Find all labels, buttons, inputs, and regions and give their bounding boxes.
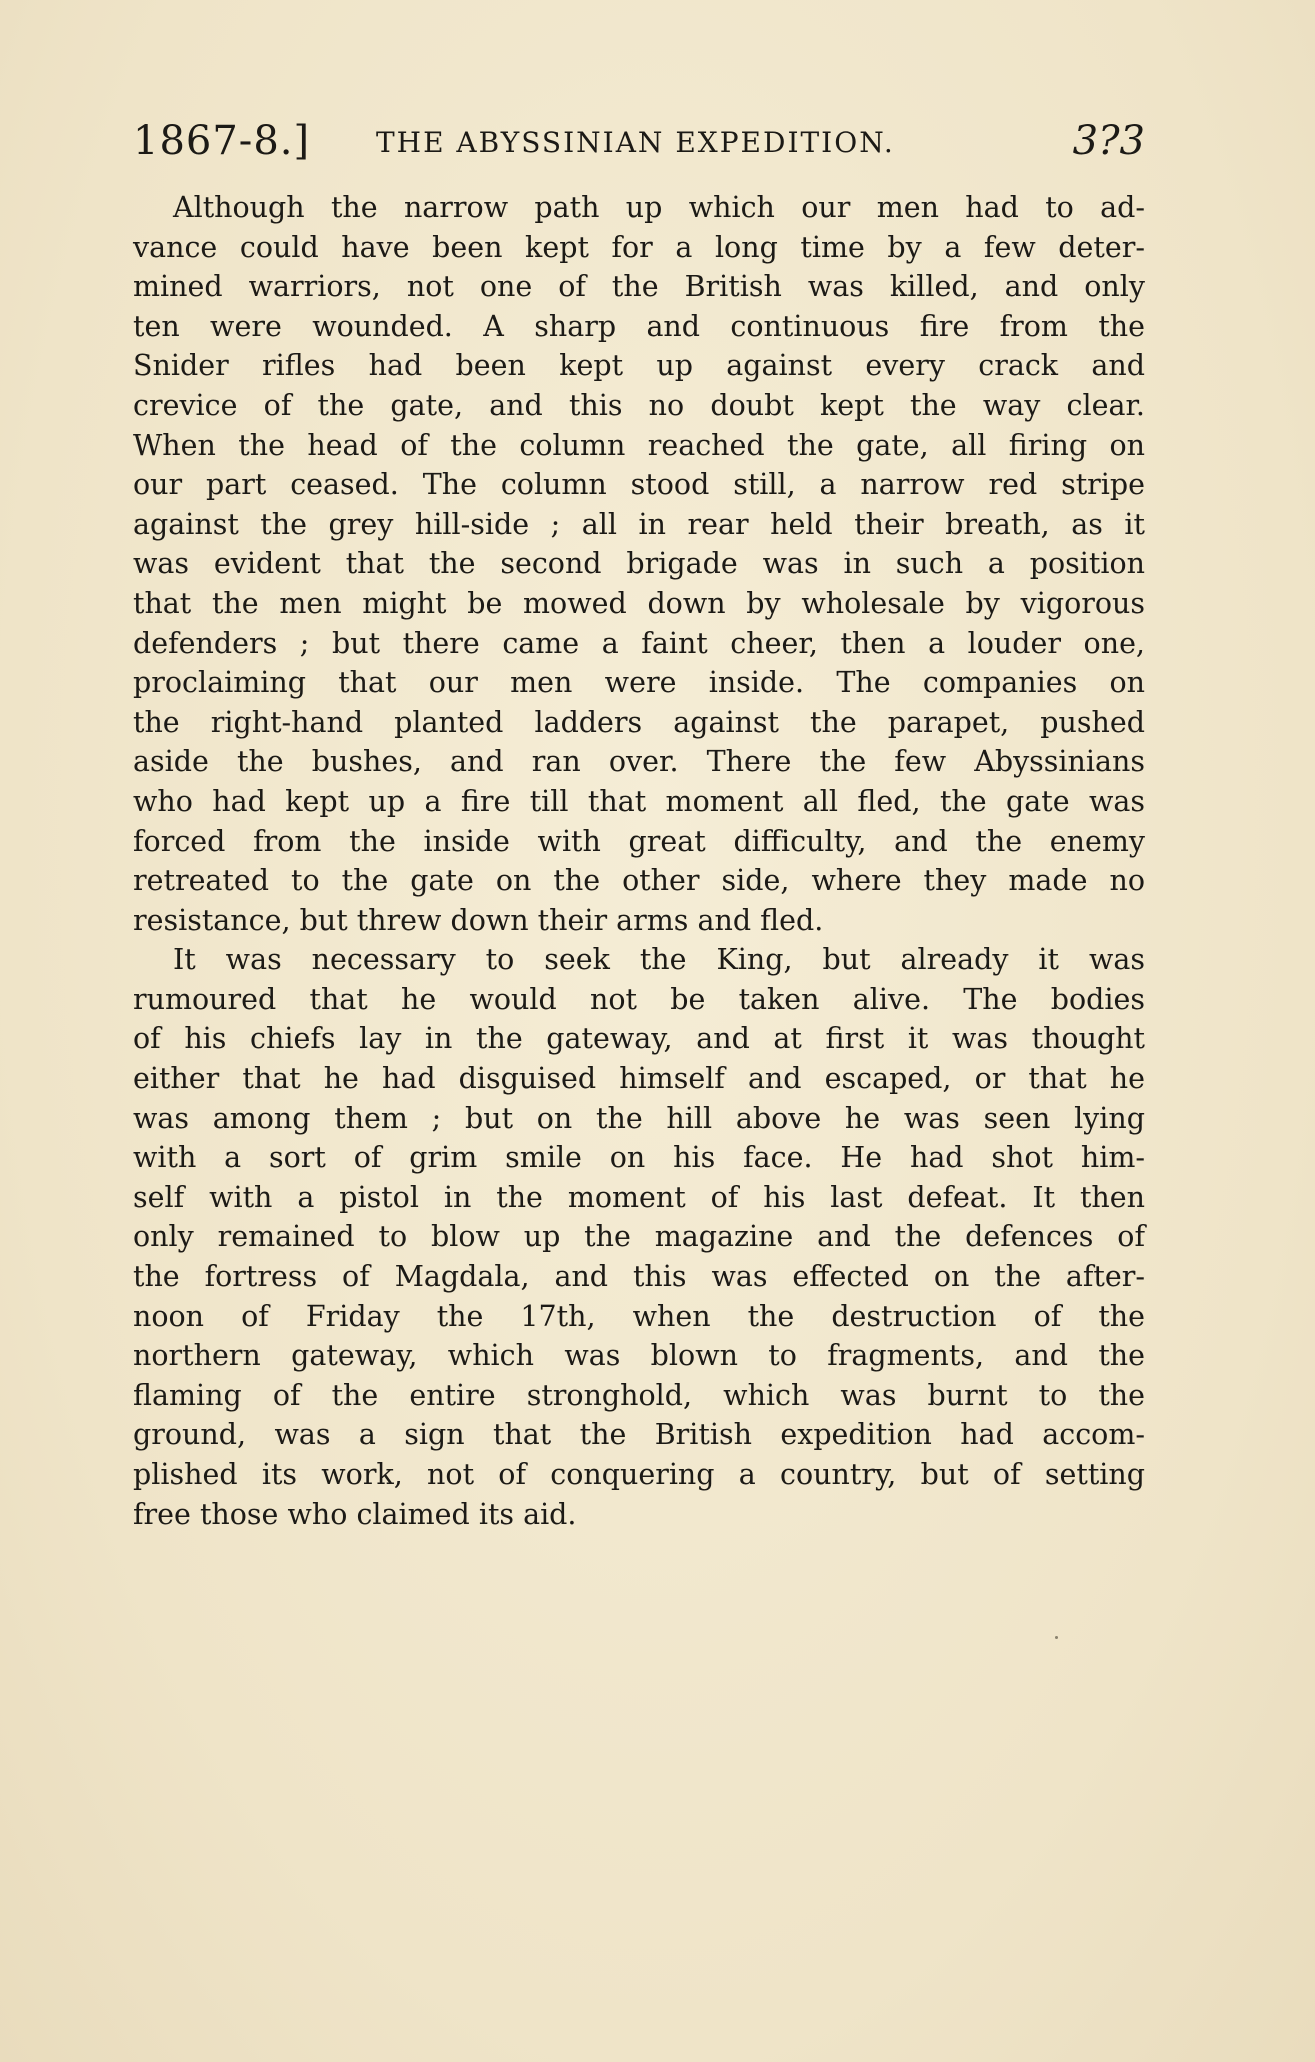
text-line: our part ceased. The column stood still, a narrow red stripe [133,468,1145,502]
paragraph [133,188,1145,940]
text-line: plished its work, not of conquering a country, but of setting [133,1458,1145,1491]
text-line: was among them ; but on the hill above he was seen lying [133,1101,1145,1135]
body-text [133,188,1145,1534]
paper-speck [1055,1636,1058,1639]
text-line: Although the narrow path up which our men had to ad- [173,191,1145,224]
text-line: crevice of the gate, and this no doubt kept the way clear. [133,388,1145,422]
text-line: free those who claimed its aid. [133,1497,577,1531]
text-line: flaming of the entire stronghold, which was burnt to the [133,1378,1145,1412]
header-title: THE ABYSSINIAN EXPEDITION. [376,126,895,159]
text-line: noon of Friday the 17th, when the destruction of the [133,1299,1145,1333]
text-line: who had kept up a fire till that moment all fled, the gate was [133,784,1145,818]
text-line: ten were wounded. A sharp and continuous fire from the [133,309,1145,343]
text-line: with a sort of grim smile on his face. He had shot him- [133,1141,1145,1175]
text-line: either that he had disguised himself and escaped, or that he [133,1062,1145,1096]
text-line: of his chiefs lay in the gateway, and at first it was thought [133,1022,1145,1056]
text-line: Snider rifles had been kept up against every crack and [133,349,1145,383]
text-line: that the men might be mowed down by wholesale by vigorous [133,586,1145,620]
text-line: the fortress of Magdala, and this was effected on the after- [133,1260,1145,1294]
paragraph [133,940,1145,1534]
page-number: 3?3 [1072,118,1145,164]
text-line: the right-hand planted ladders against the parapet, pushed [133,705,1145,739]
text-line: was evident that the second brigade was in such a position [133,547,1145,581]
text-line: only remained to blow up the magazine and the defences of [133,1220,1145,1254]
header-year: 1867-8.] [133,118,311,164]
text-line: northern gateway, which was blown to fragments, and the [133,1339,1145,1373]
text-line: proclaiming that our men were inside. The companies on [133,666,1145,700]
text-line: mined warriors, not one of the British was killed, and only [133,270,1145,304]
text-line: against the grey hill-side ; all in rear held their breath, as it [133,507,1145,541]
text-line: rumoured that he would not be taken alive. The bodies [133,982,1145,1016]
text-line: retreated to the gate on the other side, where they made no [133,864,1145,898]
text-line: resistance, but threw down their arms and fled. [133,903,824,937]
text-line: It was necessary to seek the King, but already it was [173,943,1145,977]
text-line: forced from the inside with great difficulty, and the enemy [133,824,1145,858]
text-line: When the head of the column reached the gate, all firing on [133,428,1145,462]
text-line: aside the bushes, and ran over. There the few Abyssinians [133,745,1145,779]
running-header [133,118,1145,168]
text-line: self with a pistol in the moment of his last defeat. It then [133,1180,1145,1214]
text-line: defenders ; but there came a faint cheer, then a louder one, [133,626,1145,660]
text-line: ground, was a sign that the British expedition had accom- [133,1418,1145,1452]
text-line: vance could have been kept for a long time by a few deter- [133,230,1145,264]
